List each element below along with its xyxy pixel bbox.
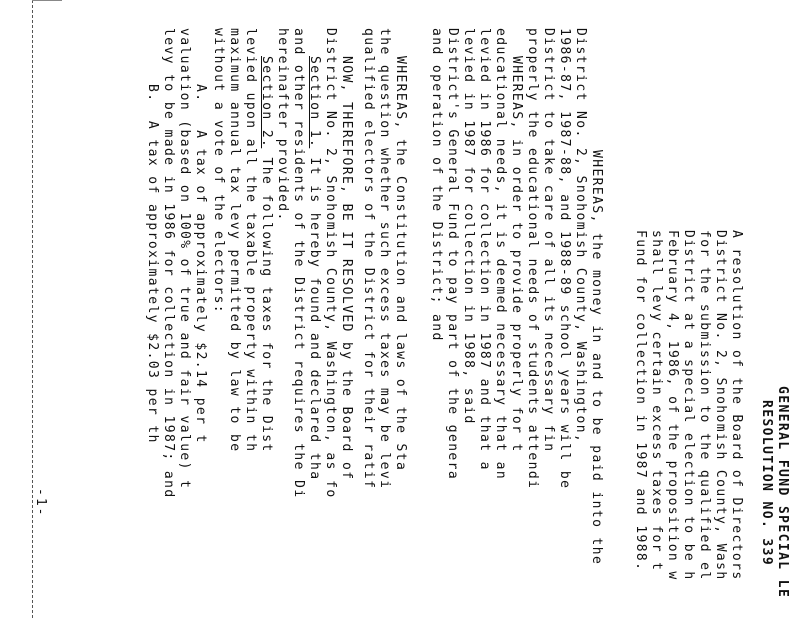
intro-line: District at a special election to be h bbox=[681, 230, 696, 581]
section2-text: The following taxes for the Dist bbox=[259, 148, 274, 453]
intro-line: shall levy certain excess taxes for t bbox=[649, 230, 664, 572]
resolution-heading-line2: RESOLUTION NO. 339 bbox=[759, 400, 774, 567]
section1-label: Section 1. bbox=[307, 56, 322, 149]
section1-line: and other residents of the District requires the Di bbox=[291, 28, 306, 499]
section2-label: Section 2. bbox=[259, 56, 274, 149]
whereas2-line: and operation of the District; and bbox=[429, 28, 444, 342]
whereas1-line: WHEREAS, the money in and to be paid into the bbox=[589, 150, 604, 566]
intro-line: February 4, 1986, of the proposition w bbox=[665, 230, 680, 581]
section1-first-line bbox=[306, 56, 322, 480]
whereas3-line: WHEREAS, the Constitution and laws of the Sta bbox=[393, 56, 408, 472]
item-b-line: B. A tax of approximately $2.03 per th bbox=[145, 84, 160, 444]
whereas2-line: WHEREAS, in order to provide properly for t bbox=[509, 56, 524, 453]
resolution-heading-line1: GENERAL FUND SPECIAL LE bbox=[775, 386, 790, 599]
whereas1-line: 1986-87, 1987-88, and 1988-89 school years will be bbox=[557, 28, 572, 490]
item-a-line: A. A tax of approximately $2.14 per t bbox=[193, 84, 208, 444]
intro-line: Fund for collection in 1987 and 1988. bbox=[633, 230, 648, 572]
section1-text: It is hereby found and declared tha bbox=[307, 148, 322, 481]
intro-line: District No. 2, Snohomish County, Wash bbox=[713, 230, 728, 581]
section2-line: levied upon all the taxable property within th bbox=[243, 28, 258, 453]
whereas1-line: District to take care of all its necessary fin bbox=[541, 28, 556, 453]
whereas2-line: levied in 1986 for collection in 1987 and that a bbox=[477, 28, 492, 471]
item-a-line: levy to be made in 1986 for collection in 1987; and bbox=[161, 28, 176, 499]
section2-line: without a vote of the electors: bbox=[211, 28, 226, 315]
now-therefore-line: NOW, THEREFORE, BE IT RESOLVED by the Board of bbox=[339, 56, 354, 481]
whereas2-line: District's General Fund to pay part of the genera bbox=[445, 28, 460, 481]
whereas3-line: qualified electors of the District for their ratif bbox=[361, 28, 376, 490]
section2-line: maximum annual tax levy permitted by law to be bbox=[227, 28, 242, 453]
intro-line: A resolution of the Board of Directors bbox=[729, 230, 744, 581]
section2-first-line bbox=[258, 56, 274, 453]
whereas3-line: the question whether such excess taxes may be levi bbox=[377, 28, 392, 490]
section1-line: hereinafter provided. bbox=[275, 28, 290, 222]
page-number: -1- bbox=[33, 488, 48, 518]
whereas2-line: levied in 1987 for collection in 1988, said bbox=[461, 28, 476, 425]
item-a-line: valuation (based on 100% of true and fair value) t bbox=[177, 28, 192, 490]
whereas1-line: properly the educational needs of students attendi bbox=[525, 28, 540, 490]
intro-line: for the submission to the qualified el bbox=[697, 230, 712, 581]
whereas2-line: educational needs, it is deemed necessary that an bbox=[493, 28, 508, 481]
now-therefore-line: District No. 2, Snohomish County, Washington, as fo bbox=[323, 28, 338, 499]
whereas1-line: District No. 2, Snohomish County, Washington, bbox=[573, 28, 588, 444]
